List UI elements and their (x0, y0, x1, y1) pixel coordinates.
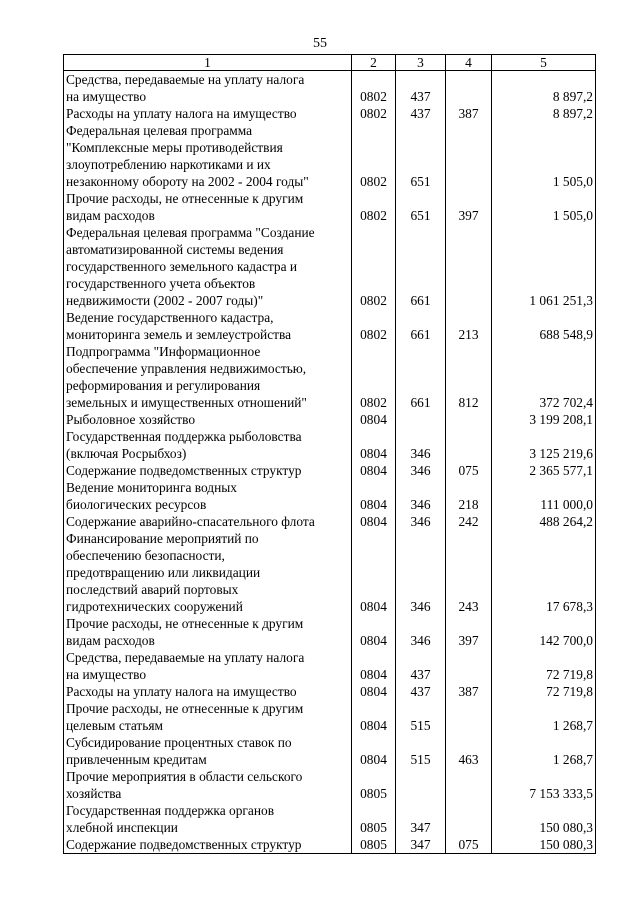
column-header: 5 (492, 55, 596, 71)
row-name (64, 802, 352, 836)
row-code-c2: 0804 (352, 615, 396, 649)
row-name-line: Средства, передаваемые на уплату налога (66, 72, 305, 87)
row-name (64, 411, 352, 428)
row-name-line: злоупотреблению наркотиками и их (66, 157, 271, 172)
row-amount: 111 000,0 (492, 479, 596, 513)
table-row (64, 122, 596, 190)
table-row (64, 428, 596, 462)
row-code-c3: 346 (396, 479, 446, 513)
column-header: 1 (64, 55, 352, 71)
row-amount: 142 700,0 (492, 615, 596, 649)
row-name-line: Государственная поддержка рыболовства (66, 429, 302, 444)
row-code-c3: 651 (396, 190, 446, 224)
row-code-c2: 0804 (352, 462, 396, 479)
row-name (64, 513, 352, 530)
row-code-c4 (446, 428, 492, 462)
row-amount: 1 505,0 (492, 190, 596, 224)
row-name-line: реформирования и регулирования (66, 378, 261, 393)
row-amount: 488 264,2 (492, 513, 596, 530)
row-code-c4: 075 (446, 462, 492, 479)
table-row (64, 768, 596, 802)
row-code-c4 (446, 768, 492, 802)
row-code-c2: 0804 (352, 479, 396, 513)
row-name-line: привлеченным кредитам (66, 752, 207, 767)
row-amount: 72 719,8 (492, 649, 596, 683)
table-row (64, 683, 596, 700)
row-name-line: видам расходов (66, 208, 155, 223)
row-code-c2: 0805 (352, 768, 396, 802)
row-name (64, 768, 352, 802)
table-row (64, 479, 596, 513)
row-code-c2: 0804 (352, 513, 396, 530)
row-name-line: Расходы на уплату налога на имущество (66, 106, 297, 121)
table-row (64, 700, 596, 734)
row-code-c4: 387 (446, 105, 492, 122)
row-name-line: Содержание подведомственных структур (66, 463, 302, 478)
row-code-c3: 437 (396, 105, 446, 122)
row-name (64, 462, 352, 479)
row-code-c4: 397 (446, 615, 492, 649)
row-amount: 8 897,2 (492, 71, 596, 106)
row-code-c4: 463 (446, 734, 492, 768)
row-name-line: хлебной инспекции (66, 820, 178, 835)
row-name-line: Подпрограмма "Информационное (66, 344, 261, 359)
row-code-c2: 0802 (352, 122, 396, 190)
row-name-line: Прочие расходы, не отнесенные к другим (66, 616, 304, 631)
row-code-c3 (396, 768, 446, 802)
row-name-line: биологических ресурсов (66, 497, 207, 512)
row-name-line: Прочие расходы, не отнесенные к другим (66, 701, 304, 716)
row-name-line: Финансирование мероприятий по (66, 531, 259, 546)
row-code-c4 (446, 71, 492, 106)
row-name-line: Прочие расходы, не отнесенные к другим (66, 191, 304, 206)
row-name-line: (включая Росрыбхоз) (66, 446, 187, 461)
row-name-line: незаконному обороту на 2002 - 2004 годы" (66, 174, 309, 189)
row-name-line: Рыболовное хозяйство (66, 412, 196, 427)
row-name (64, 734, 352, 768)
row-name-line: государственного учета объектов (66, 276, 256, 291)
row-code-c2: 0804 (352, 530, 396, 615)
table-row (64, 343, 596, 411)
table-row (64, 224, 596, 309)
row-name-line: недвижимости (2002 - 2007 годы)" (66, 293, 264, 308)
row-name-line: целевым статьям (66, 718, 164, 733)
row-amount: 1 268,7 (492, 734, 596, 768)
row-code-c4 (446, 649, 492, 683)
table-row (64, 190, 596, 224)
row-code-c4: 397 (446, 190, 492, 224)
row-code-c3: 346 (396, 615, 446, 649)
table-row (64, 649, 596, 683)
row-code-c3: 437 (396, 683, 446, 700)
row-amount: 72 719,8 (492, 683, 596, 700)
row-amount: 372 702,4 (492, 343, 596, 411)
row-code-c4: 812 (446, 343, 492, 411)
row-code-c3: 346 (396, 513, 446, 530)
row-code-c3: 437 (396, 649, 446, 683)
row-code-c3: 347 (396, 802, 446, 836)
row-code-c3: 661 (396, 224, 446, 309)
row-name-line: гидротехнических сооружений (66, 599, 243, 614)
row-code-c3: 515 (396, 700, 446, 734)
table-row (64, 309, 596, 343)
row-code-c4: 213 (446, 309, 492, 343)
row-amount: 150 080,3 (492, 802, 596, 836)
table-row (64, 105, 596, 122)
row-code-c2: 0802 (352, 190, 396, 224)
row-code-c2: 0802 (352, 343, 396, 411)
table-row (64, 411, 596, 428)
row-name (64, 309, 352, 343)
row-name-line: Государственная поддержка органов (66, 803, 275, 818)
row-code-c4: 242 (446, 513, 492, 530)
row-code-c4 (446, 411, 492, 428)
row-code-c2: 0802 (352, 309, 396, 343)
row-name-line: мониторинга земель и землеустройства (66, 327, 292, 342)
row-name-line: предотвращению или ликвидации (66, 565, 261, 580)
row-code-c3: 515 (396, 734, 446, 768)
table-row (64, 513, 596, 530)
table-row (64, 734, 596, 768)
row-name (64, 71, 352, 106)
row-name (64, 343, 352, 411)
row-amount: 7 153 333,5 (492, 768, 596, 802)
row-name-line: автоматизированной системы ведения (66, 242, 284, 257)
row-name-line: "Комплексные меры противодействия (66, 140, 283, 155)
row-name (64, 700, 352, 734)
row-amount: 2 365 577,1 (492, 462, 596, 479)
row-name-line: обеспечение управления недвижимостью, (66, 361, 307, 376)
row-code-c2: 0804 (352, 734, 396, 768)
row-code-c4 (446, 224, 492, 309)
row-name-line: Содержание аварийно-спасательного флота (66, 514, 315, 529)
row-amount: 3 199 208,1 (492, 411, 596, 428)
row-code-c4 (446, 700, 492, 734)
row-name-line: Федеральная целевая программа (66, 123, 253, 138)
row-name-line: Расходы на уплату налога на имущество (66, 684, 297, 699)
row-code-c3: 661 (396, 343, 446, 411)
row-name (64, 122, 352, 190)
row-name (64, 683, 352, 700)
row-code-c2: 0802 (352, 224, 396, 309)
row-name-line: видам расходов (66, 633, 155, 648)
row-name-line: обеспечению безопасности, (66, 548, 225, 563)
column-header: 4 (446, 55, 492, 71)
row-amount: 3 125 219,6 (492, 428, 596, 462)
row-code-c4 (446, 802, 492, 836)
row-name (64, 428, 352, 462)
row-code-c4 (446, 122, 492, 190)
row-code-c3: 347 (396, 836, 446, 854)
row-amount: 150 080,3 (492, 836, 596, 854)
row-name (64, 530, 352, 615)
row-name-line: Средства, передаваемые на уплату налога (66, 650, 305, 665)
row-name (64, 224, 352, 309)
row-code-c2: 0804 (352, 683, 396, 700)
row-code-c3: 346 (396, 530, 446, 615)
table-row (64, 71, 596, 106)
row-name (64, 479, 352, 513)
table-header-row (64, 55, 596, 71)
row-code-c3: 661 (396, 309, 446, 343)
budget-table (63, 54, 596, 854)
row-code-c3: 346 (396, 462, 446, 479)
table-row (64, 615, 596, 649)
row-amount: 1 268,7 (492, 700, 596, 734)
row-name-line: Прочие мероприятия в области сельского (66, 769, 303, 784)
row-code-c2: 0804 (352, 428, 396, 462)
table-row (64, 530, 596, 615)
row-name-line: последствий аварий портовых (66, 582, 239, 597)
row-amount: 1 505,0 (492, 122, 596, 190)
row-name-line: земельных и имущественных отношений" (66, 395, 307, 410)
row-name-line: Содержание подведомственных структур (66, 837, 302, 852)
row-name (64, 190, 352, 224)
row-code-c4: 218 (446, 479, 492, 513)
row-code-c4: 387 (446, 683, 492, 700)
row-code-c3: 346 (396, 428, 446, 462)
table-row (64, 836, 596, 854)
row-name-line: Ведение мониторинга водных (66, 480, 237, 495)
row-code-c2: 0804 (352, 700, 396, 734)
row-code-c2: 0802 (352, 71, 396, 106)
row-name (64, 649, 352, 683)
row-code-c2: 0804 (352, 411, 396, 428)
table-body (64, 71, 596, 854)
row-code-c2: 0805 (352, 802, 396, 836)
row-name-line: хозяйства (66, 786, 122, 801)
row-code-c2: 0804 (352, 649, 396, 683)
row-name (64, 836, 352, 854)
row-amount: 8 897,2 (492, 105, 596, 122)
row-name-line: на имущество (66, 667, 147, 682)
row-amount: 17 678,3 (492, 530, 596, 615)
row-name (64, 615, 352, 649)
row-code-c4: 243 (446, 530, 492, 615)
row-amount: 688 548,9 (492, 309, 596, 343)
row-code-c2: 0805 (352, 836, 396, 854)
row-code-c3 (396, 411, 446, 428)
row-name-line: государственного земельного кадастра и (66, 259, 298, 274)
row-code-c2: 0802 (352, 105, 396, 122)
row-name (64, 105, 352, 122)
row-name-line: на имущество (66, 89, 147, 104)
row-code-c4: 075 (446, 836, 492, 854)
row-name-line: Ведение государственного кадастра, (66, 310, 274, 325)
row-code-c3: 651 (396, 122, 446, 190)
table-row (64, 462, 596, 479)
page-number: 55 (313, 36, 327, 51)
column-header: 2 (352, 55, 396, 71)
row-amount: 1 061 251,3 (492, 224, 596, 309)
table-row (64, 802, 596, 836)
row-code-c3: 437 (396, 71, 446, 106)
column-header: 3 (396, 55, 446, 71)
row-name-line: Субсидирование процентных ставок по (66, 735, 292, 750)
row-name-line: Федеральная целевая программа "Создание (66, 225, 315, 240)
